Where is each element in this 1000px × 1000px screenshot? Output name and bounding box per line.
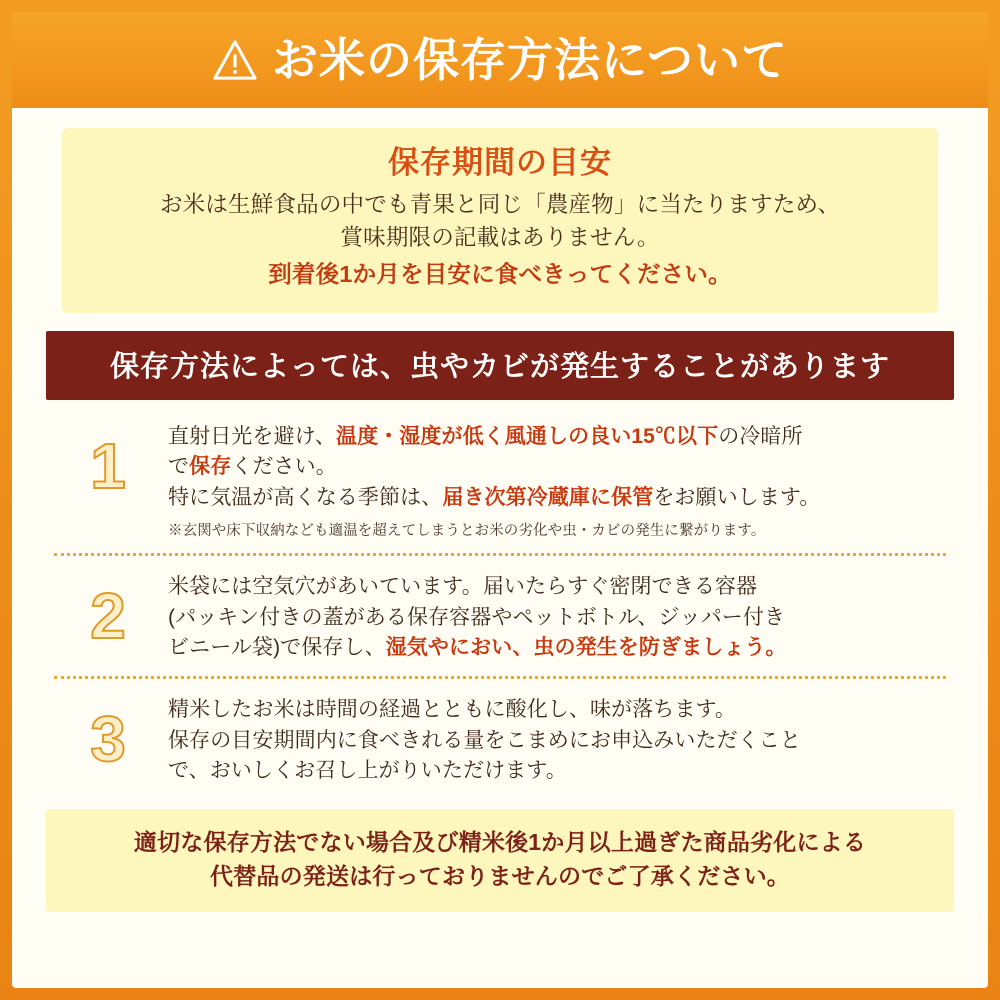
list-item	[48, 406, 952, 551]
step-line: 特に気温が高くなる季節は、届き次第冷蔵庫に保管をお願いします。	[168, 486, 821, 509]
list-item	[48, 556, 952, 674]
step-line: 直射日光を避け、温度・湿度が低く風通しの良い15℃以下の冷暗所	[168, 424, 803, 448]
storage-period-line-1: お米は生鮮食品の中でも青果と同じ「農産物」に当たりますため、	[159, 192, 841, 218]
disclaimer-line-2: 代替品の発送は行っておりませんのでご了承ください。	[210, 863, 790, 890]
storage-period-title: 保存期間の目安	[388, 145, 612, 180]
storage-period-emphasis: 到着後1か月を目安に食べきってください。	[268, 261, 732, 288]
step-number: 2	[90, 579, 126, 652]
step-body	[168, 695, 952, 787]
warning-triangle-icon	[212, 39, 258, 81]
step-number: 1	[90, 429, 126, 502]
list-item	[48, 679, 952, 797]
step-line: で保存ください。	[168, 455, 337, 479]
step-body	[168, 422, 952, 541]
step-line: 精米したお米は時間の経過とともに酸化し、味が落ちます。	[168, 697, 737, 721]
step-line: ビニール袋)で保存し、湿気やにおい、虫の発生を防ぎましょう。	[168, 636, 787, 660]
step-note: ※玄関や床下収納なども適温を超えてしまうとお米の劣化や虫・カビの発生に繋がります。	[168, 522, 766, 539]
header	[12, 12, 988, 108]
step-line: 保存の目安期間内に食べきれる量をこまめにお申込みいただくこと	[168, 728, 801, 752]
step-line: (パッキン付きの蓋がある保存容器やペットボトル、ジッパー付き	[168, 605, 786, 629]
storage-period-line-2: 賞味期限の記載はありません。	[340, 224, 660, 250]
disclaimer-box	[46, 809, 954, 912]
disclaimer-line-1: 適切な保存方法でない場合及び精米後1か月以上過ぎた商品劣化による	[133, 828, 867, 855]
storage-period-box	[62, 128, 938, 313]
step-body	[168, 572, 952, 664]
warning-banner: 保存方法によっては、虫やカビが発生することがあります	[46, 331, 954, 400]
step-line: 米袋には空気穴があいています。届いたらすぐ密閉できる容器	[168, 574, 758, 598]
poster-inner	[12, 12, 988, 988]
steps-list	[48, 406, 952, 797]
page-title: お米の保存方法について	[271, 34, 789, 86]
step-number: 3	[90, 702, 126, 775]
step-line: で、おいしくお召し上がりいただけます。	[168, 759, 567, 783]
